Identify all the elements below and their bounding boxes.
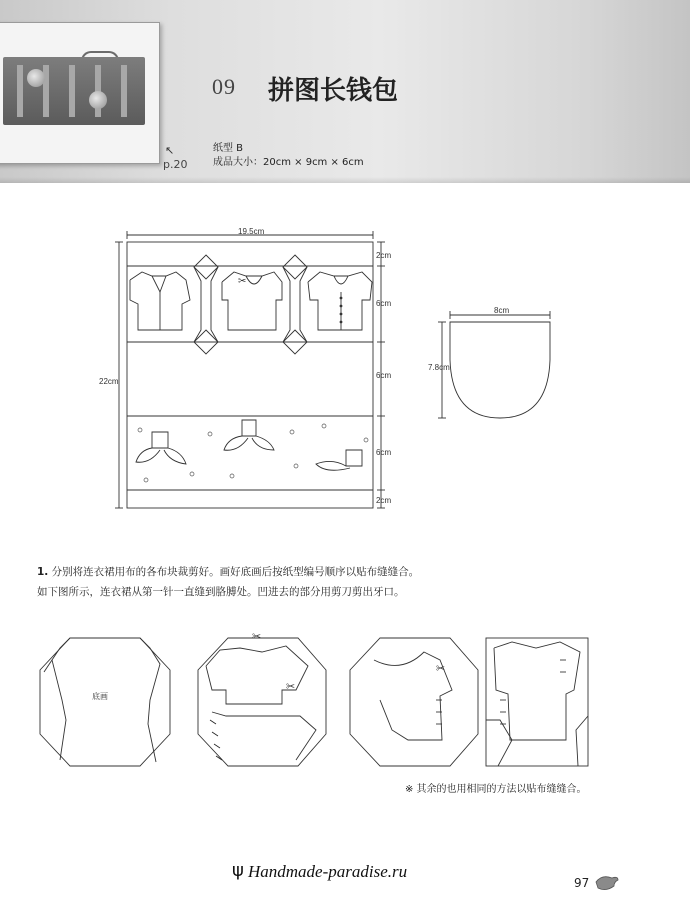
step1-line1 xyxy=(37,564,419,579)
scissors-icon-4: ✂ xyxy=(436,662,446,675)
page-number: 97 xyxy=(574,876,590,890)
watermark: Handmade-paradise.ru xyxy=(248,862,408,881)
dim-right-4: 6cm xyxy=(376,448,392,457)
cursor-arrow-icon: ↖ xyxy=(165,144,175,157)
size-label: 成品大小： xyxy=(213,157,263,168)
width-dimension: 19.5cm xyxy=(238,227,265,236)
size-value: 20cm × 9cm × 6cm xyxy=(263,157,364,168)
note-text: ※ 其余的也用相同的方法以贴布缝缝合。 xyxy=(405,784,587,795)
height-dimension: 22cm xyxy=(99,377,119,386)
scissors-icon-3: ✂ xyxy=(286,680,296,693)
page-reference: p.20 xyxy=(163,158,188,171)
gusset-height: 7.8cm xyxy=(428,363,450,372)
gusset-width: 8cm xyxy=(494,306,510,315)
dim-right-5: 2cm xyxy=(376,496,392,505)
fork-icon: ψ xyxy=(232,860,244,881)
scissors-icon-2: ✂ xyxy=(252,630,262,643)
project-number: 09 xyxy=(212,74,236,99)
base-shape xyxy=(40,638,170,766)
dim-right-3: 6cm xyxy=(376,371,392,380)
base-label: 底画 xyxy=(92,692,108,701)
bird-icon xyxy=(594,870,620,892)
step1-line2: 如下图所示，连衣裙从第一针一直缝到胳膊处。凹进去的部分用剪刀剪出牙口。 xyxy=(37,586,405,598)
step1-number: 1. xyxy=(37,566,49,578)
scissors-icon: ✂ xyxy=(238,276,247,287)
pattern-label: 纸型 B xyxy=(213,143,244,154)
dim-right-1: 2cm xyxy=(376,251,392,260)
gusset-pattern xyxy=(450,322,550,418)
page-title: 拼图长钱包 xyxy=(268,76,399,106)
dim-right-2: 6cm xyxy=(376,299,392,308)
step1-text1: 分别将连衣裙用布的各布块裁剪好。画好底画后按纸型编号顺序以贴布缝缝合。 xyxy=(51,566,420,578)
